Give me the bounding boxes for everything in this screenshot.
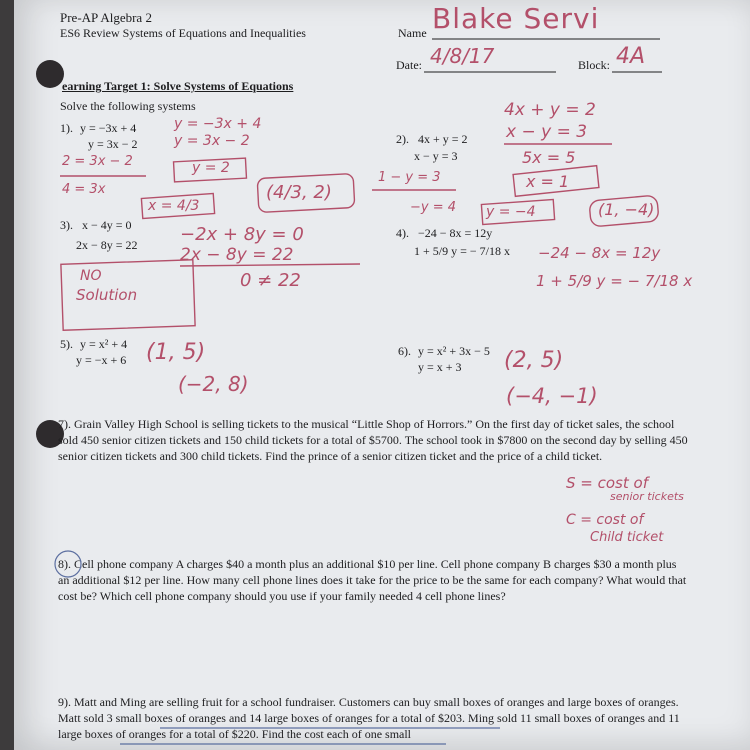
p3-answer-line: Solution <box>76 286 138 304</box>
instruction: Solve the following systems <box>60 99 196 113</box>
student-name: Blake Servi <box>432 2 600 35</box>
p1-answer: (4/3, 2) <box>266 182 332 203</box>
problem-5-number: 5). <box>60 337 73 351</box>
p2-x-value: x = 1 <box>526 172 570 191</box>
p7-note: senior tickets <box>610 490 684 503</box>
problem-4-eq1: −24 − 8x = 12y <box>418 226 493 240</box>
p1-x-box <box>141 194 214 219</box>
p4-work-line: 1 + 5/9 y = − 7/18 x <box>536 272 693 290</box>
p3-answer-box <box>61 260 195 331</box>
problem-2-number: 2). <box>396 132 409 146</box>
course-title: Pre-AP Algebra 2 <box>60 10 152 25</box>
name-label: Name <box>398 26 427 40</box>
p2-work-line: −y = 4 <box>410 200 457 215</box>
problem-5-eq1: y = x² + 4 <box>80 337 128 351</box>
p4-work-line: −24 − 8x = 12y <box>538 244 661 262</box>
p2-answer-box <box>589 195 659 227</box>
p7-note: S = cost of <box>566 474 648 492</box>
p3-work-line: −2x + 8y = 0 <box>180 224 304 245</box>
p3-work-line: 0 ≠ 22 <box>240 270 301 291</box>
problem-3-eq1: x − 4y = 0 <box>82 218 132 232</box>
p2-answer: (1, −4) <box>598 200 655 219</box>
p3-answer-line: NO <box>80 268 102 284</box>
problem-4-eq2: 1 + 5/9 y = − 7/18 x <box>414 244 510 258</box>
problem-2-eq2: x − y = 3 <box>414 149 458 163</box>
p1-y-value: y = 2 <box>192 160 230 176</box>
p2-work-line: 5x = 5 <box>522 148 576 167</box>
p6-answer: (2, 5) <box>504 348 564 373</box>
learning-target-title: earning Target 1: Solve Systems of Equations <box>62 79 294 93</box>
p1-work-line: y = −3x + 4 <box>174 116 262 132</box>
p6-answer: (−4, −1) <box>506 384 598 408</box>
p2-y-value: y = −4 <box>486 204 536 220</box>
p7-note: Child ticket <box>590 530 664 545</box>
problem-6-eq1: y = x² + 3x − 5 <box>418 344 490 358</box>
problem-9-text: 9). Matt and Ming are selling fruit for a school fundraiser. Customers can buy small boxes of oranges and large boxes of oranges. Matt sold 3 small boxes of oranges and 14 large boxes of oranges for a total of $203. Ming sold 11 small boxes of oranges and 11 large boxes of oranges for a total of $220. Find the cost each of one small <box>58 695 680 741</box>
p1-x-value: x = 4/3 <box>148 198 200 214</box>
problem-6-eq2: y = x + 3 <box>418 360 462 374</box>
date-label: Date: <box>396 58 422 72</box>
p3-work-line: 2x − 8y = 22 <box>180 245 294 265</box>
problem-3-eq2: 2x − 8y = 22 <box>76 238 138 252</box>
date-value: 4/8/17 <box>430 44 495 68</box>
p2-work-line: 4x + y = 2 <box>504 100 596 120</box>
p5-answer: (−2, 8) <box>178 372 249 396</box>
p1-answer-box <box>257 174 355 213</box>
problem-3-number: 3). <box>60 218 73 232</box>
p1-y-box <box>174 158 247 182</box>
problem-8-text: 8). Cell phone company A charges $40 a month plus an additional $10 per line. Cell phone company B charges $30 a month plus an additional $12 per line. How many cell phone lines does it take for the price to be the same for each company? What would that cost be? Which cell phone company should you use if your family needed 4 cell phone lines? <box>58 557 687 603</box>
problem-6-number: 6). <box>398 344 411 358</box>
problem-4-number: 4). <box>396 226 409 240</box>
p2-work-line: x − y = 3 <box>506 122 588 142</box>
problem-5-eq2: y = −x + 6 <box>76 353 127 367</box>
p5-answer: (1, 5) <box>146 340 206 365</box>
problem-2-eq1: 4x + y = 2 <box>418 132 468 146</box>
p1-work-line: 2 = 3x − 2 <box>62 154 133 169</box>
p1-work-line: 4 = 3x <box>62 182 106 197</box>
p8-number-circle <box>55 551 81 577</box>
problem-1-eq2: y = 3x − 2 <box>88 137 138 151</box>
block-value: 4A <box>616 44 646 69</box>
p2-work-line: 1 − y = 3 <box>378 170 441 185</box>
p7-note: C = cost of <box>566 512 644 528</box>
p3-underline <box>180 264 360 266</box>
problem-1-number: 1). <box>60 121 73 135</box>
review-title: ES6 Review Systems of Equations and Inequalities <box>60 26 306 40</box>
p2-y-box <box>481 200 554 225</box>
p2-x-box <box>513 166 599 197</box>
block-label: Block: <box>578 58 610 72</box>
p1-work-line: y = 3x − 2 <box>174 133 250 149</box>
problem-1-eq1: y = −3x + 4 <box>80 121 137 135</box>
problem-7-text: 7). Grain Valley High School is selling tickets to the musical “Little Shop of Horrors.” On the first day of ticket sales, the school sold 450 senior citizen tickets and 150 child tickets for a total of $5700. The school took in $7800 on the second day by selling 450 senior citizen tickets and 300 child tickets. Find the prince of a senior citizen ticket and the price of a child ticket. <box>58 417 688 463</box>
